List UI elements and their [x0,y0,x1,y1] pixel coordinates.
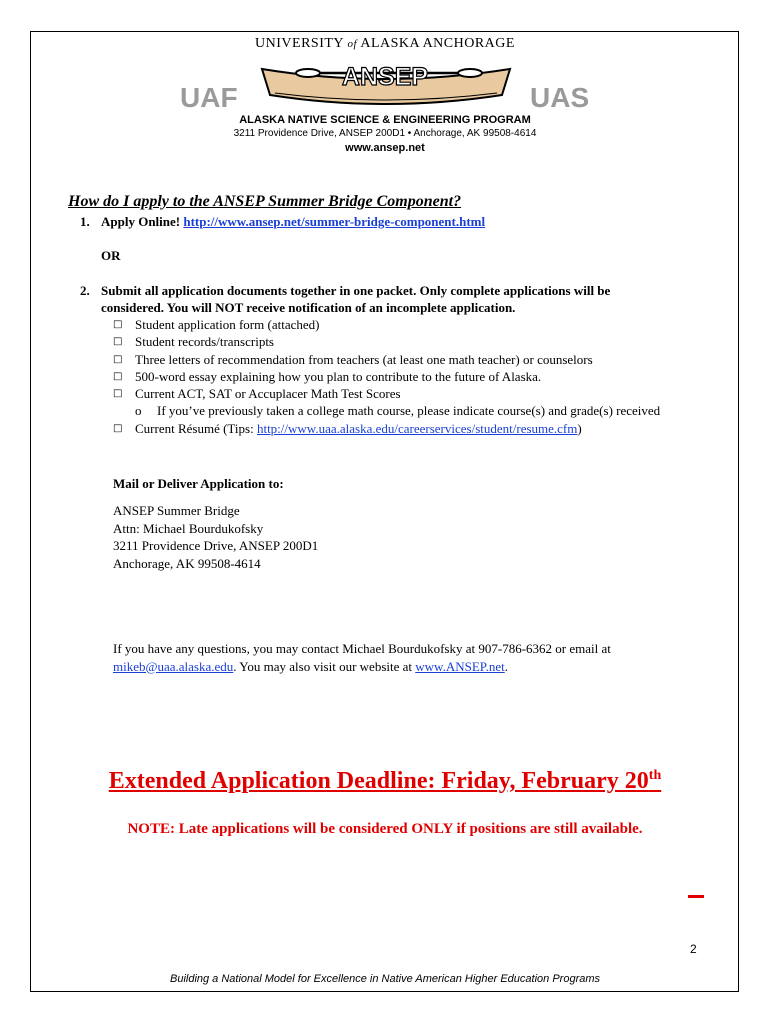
checkbox-icon: □ [113,388,123,400]
checkbox-icon: □ [113,319,123,330]
summer-bridge-link[interactable]: http://www.ansep.net/summer-bridge-component.html [183,214,486,229]
list-item [113,420,660,437]
list-item [113,368,660,385]
ansep-logo [180,55,590,115]
email-link[interactable]: mikeb@uaa.alaska.edu [113,658,234,674]
resume-tips-link[interactable]: http://www.uaa.alaska.edu/careerservices/student/resume.cfm [256,420,578,436]
resume-post: ) [577,420,582,436]
item-text: Current ACT, SAT or Accuplacer Math Test Scores [135,386,401,402]
university-name [0,36,770,52]
mail-line: 3211 Providence Drive, ANSEP 200D1 [113,538,319,553]
mail-title: Mail or Deliver Application to: [113,476,284,491]
step2-number: 2. [80,283,90,298]
red-dash [688,895,704,898]
contact-end: . [504,658,508,674]
late-note: NOTE: Late applications will be considered ONLY if positions are still available. [127,821,643,837]
website-link[interactable]: www.ANSEP.net [415,658,505,674]
contact-line2 [113,658,611,676]
list-item [113,316,660,333]
checkbox-icon: □ [113,422,123,434]
univ-post: ALASKA ANCHORAGE [360,36,515,51]
mail-line: ANSEP Summer Bridge [113,503,240,518]
step2-line1: Submit all application documents together in one packet. Only complete applications will be [101,283,611,298]
step1-label: Apply Online! [101,214,181,229]
list-item [113,333,660,350]
uas-logo: UAS [530,82,590,113]
sub-bullet-icon: o [135,403,142,419]
contact-info [113,640,611,675]
page-number: 2 [690,942,697,956]
contact-mid: . You may also visit our website at [233,658,416,674]
univ-pre: UNIVERSITY [255,36,344,51]
item-text: Student application form (attached) [135,317,320,332]
checkbox-icon: □ [113,370,123,382]
contact-line1: If you have any questions, you may contact Michael Bourdukofsky at 907-786-6362 or email at [113,641,611,656]
univ-of: of [347,38,358,50]
program-website: www.ansep.net [345,142,425,154]
mail-line: Anchorage, AK 99508-4614 [113,555,261,571]
list-item [113,385,660,402]
item-text: 500-word essay explaining how you plan to contribute to the future of Alaska. [135,368,542,384]
program-address: 3211 Providence Drive, ANSEP 200D1 • Anchorage, AK 99508-4614 [233,128,537,139]
mail-line: Attn: Michael Bourdukofsky [113,520,264,536]
page-footer: Building a National Model for Excellence in Native American Higher Education Programs [169,973,601,985]
deadline-text: Extended Application Deadline: Friday, February 20 [108,768,649,794]
logo-text: ANSEP [341,63,429,91]
or-text: OR [101,248,121,263]
mail-address [113,502,318,572]
step2-line2: considered. You will NOT receive notification of an incomplete application. [101,300,516,315]
item-text: Three letters of recommendation from teachers (at least one math teacher) or counselors [135,351,593,367]
resume-pre: Current Résumé (Tips: [135,420,257,436]
list-subitem [113,402,660,419]
checkbox-icon: □ [113,336,123,348]
item-text [135,420,582,437]
deadline-sup: th [648,768,662,783]
program-name: ALASKA NATIVE SCIENCE & ENGINEERING PROGRAM [239,114,531,126]
uaf-logo: UAF [180,82,238,113]
step1 [101,214,485,230]
document-checklist [113,316,660,437]
section-heading: How do I apply to the ANSEP Summer Bridge Component? [68,193,462,210]
item-text: Student records/transcripts [135,334,274,350]
subitem-text: If you’ve previously taken a college math course, please indicate course(s) and grade(s) received [157,403,661,419]
step1-number: 1. [80,214,90,229]
checkbox-icon: □ [113,353,123,365]
deadline-banner [0,768,770,795]
list-item [113,351,660,368]
